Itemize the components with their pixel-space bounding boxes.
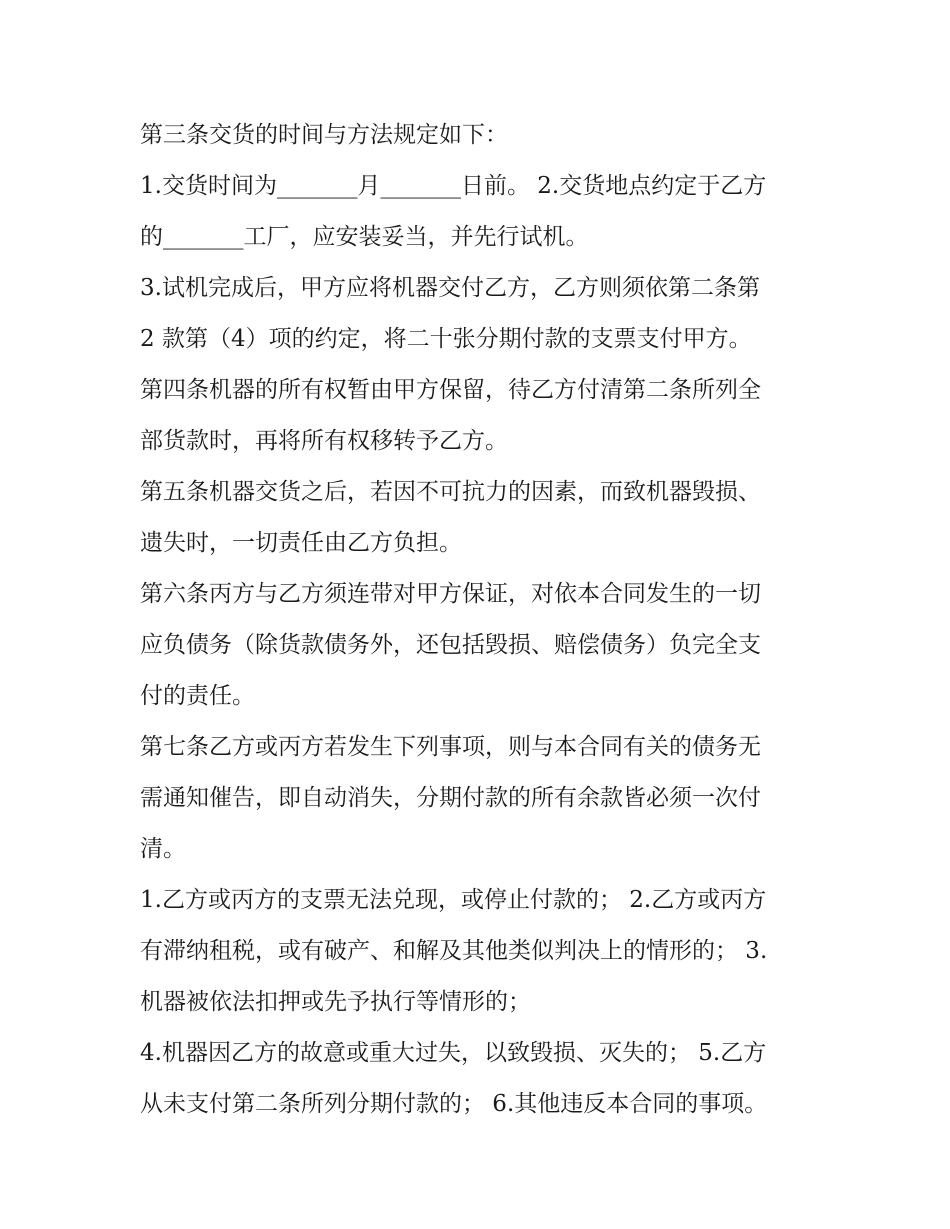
text-line: 部货款时，再将所有权移转予乙方。 bbox=[140, 428, 508, 454]
text-line: 的_______工厂，应安装妥当，并先行试机。 bbox=[140, 224, 589, 250]
text-line: 第五条机器交货之后，若因不可抗力的因素，而致机器毁损、 bbox=[140, 479, 761, 505]
text-line: 第六条丙方与乙方须连带对甲方保证，对依本合同发生的一切 bbox=[140, 581, 761, 607]
text-line: 从未支付第二条所列分期付款的； 6.其他违反本合同的事项。 bbox=[140, 1091, 768, 1117]
text-line: 需通知催告，即自动消失，分期付款的所有余款皆必须一次付 bbox=[140, 785, 761, 811]
text-line: 第四条机器的所有权暂由甲方保留，待乙方付清第二条所列全 bbox=[140, 377, 761, 403]
text-line: 第七条乙方或丙方若发生下列事项，则与本合同有关的债务无 bbox=[140, 734, 761, 760]
text-line: 付的责任。 bbox=[140, 683, 255, 709]
text-line: 应负债务（除货款债务外，还包括毁损、赔偿债务）负完全支 bbox=[140, 632, 761, 658]
text-line: 第三条交货的时间与方法规定如下： bbox=[140, 122, 508, 148]
text-line: 4.机器因乙方的故意或重大过失，以致毁损、灭失的； 5.乙方 bbox=[140, 1040, 767, 1066]
text-line: 有滞纳租税，或有破产、和解及其他类似判决上的情形的； 3. bbox=[140, 938, 768, 964]
text-line: 3.试机完成后，甲方应将机器交付乙方，乙方则须依第二条第 bbox=[140, 275, 760, 301]
contract-text bbox=[140, 110, 820, 1130]
text-line: 遗失时，一切责任由乙方负担。 bbox=[140, 530, 462, 556]
text-line: 机器被依法扣押或先予执行等情形的； bbox=[140, 989, 531, 1015]
text-line: 清。 bbox=[140, 836, 186, 862]
text-line: 1.交货时间为_______月_______日前。 2.交货地点约定于乙方 bbox=[140, 173, 767, 199]
text-line: 2 款第（4）项的约定，将二十张分期付款的支票支付甲方。 bbox=[140, 326, 752, 352]
text-line: 1.乙方或丙方的支票无法兑现，或停止付款的； 2.乙方或丙方 bbox=[140, 887, 767, 913]
